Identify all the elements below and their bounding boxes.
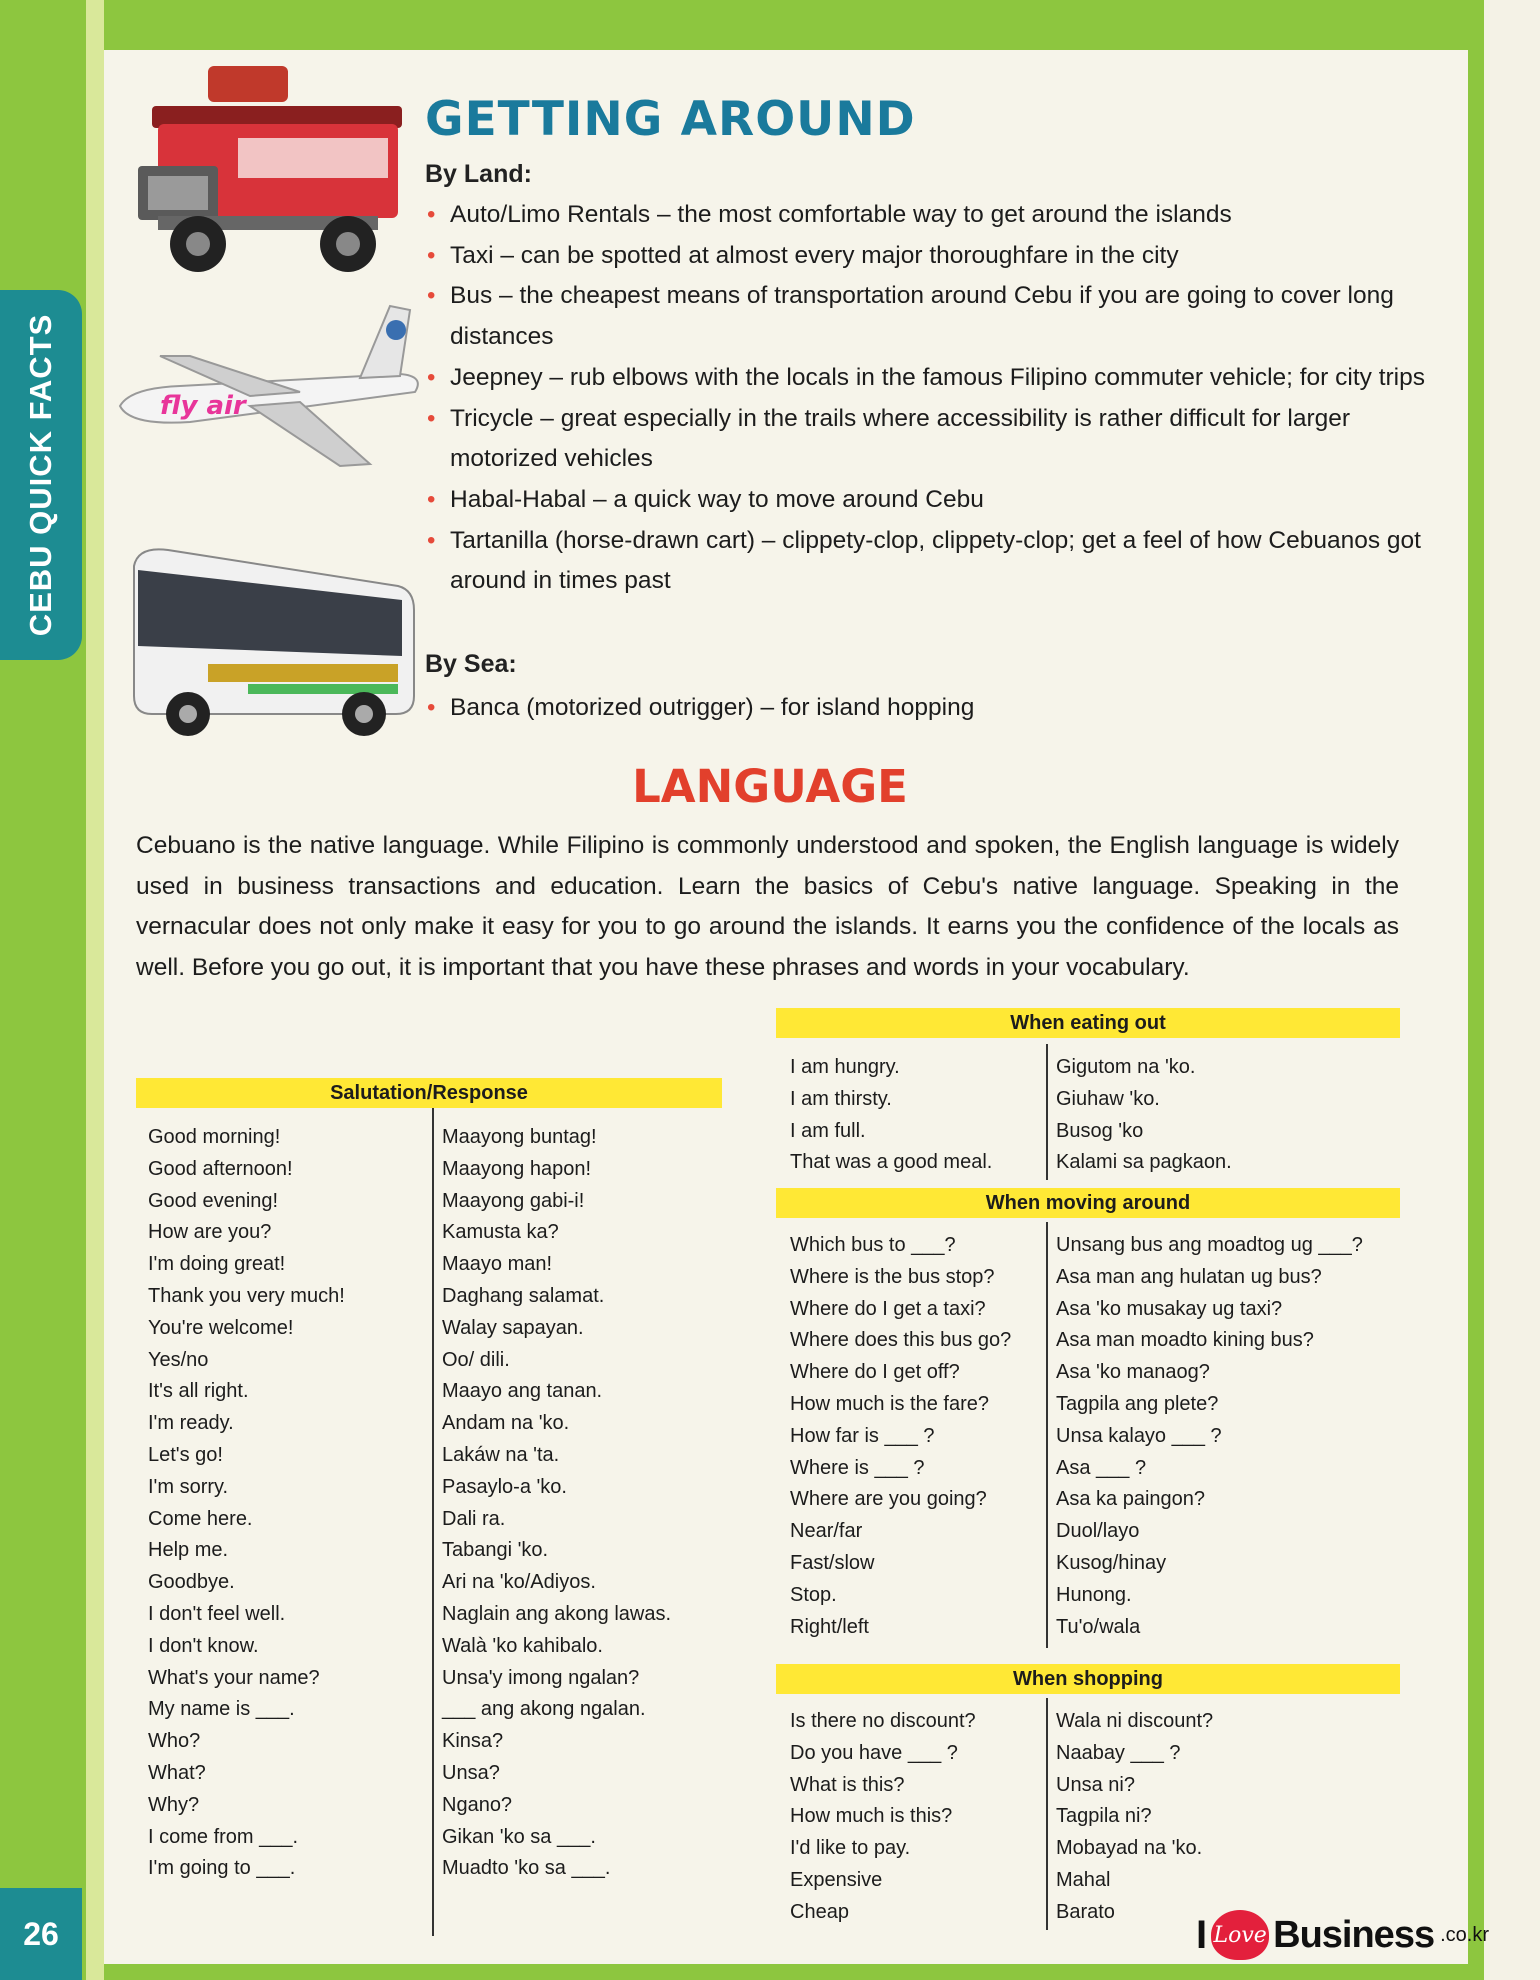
phrase-cebuano: Gikan 'ko sa ___. bbox=[442, 1825, 596, 1848]
phrase-cebuano: Ngano? bbox=[442, 1793, 513, 1816]
eating-header: When eating out bbox=[776, 1008, 1400, 1038]
phrase-cebuano: Naabay ___ ? bbox=[1056, 1741, 1181, 1764]
by-land-label: By Land: bbox=[425, 160, 532, 188]
phrase-english: What is this? bbox=[790, 1773, 905, 1796]
phrase-english: Where are you going? bbox=[790, 1488, 987, 1511]
phrase-cebuano: Naglain ang akong lawas. bbox=[442, 1602, 672, 1625]
shopping-cebuano-column bbox=[1056, 1706, 1213, 1929]
phrase-english: Where do I get a taxi? bbox=[790, 1297, 986, 1320]
moving-column-divider bbox=[1046, 1222, 1048, 1648]
list-item: • Taxi – can be spotted at almost every major thoroughfare in the city bbox=[425, 236, 1425, 277]
moving-english-column bbox=[790, 1230, 1011, 1643]
language-title: LANGUAGE bbox=[632, 760, 908, 813]
phrase-cebuano: Oo/ dili. bbox=[442, 1348, 510, 1371]
phrase-cebuano: Pasaylo-a 'ko. bbox=[442, 1475, 567, 1498]
getting-around-title: GETTING AROUND bbox=[425, 92, 916, 147]
phrase-cebuano: Duol/layo bbox=[1056, 1520, 1140, 1543]
phrase-english: Which bus to ___? bbox=[790, 1234, 956, 1256]
salutation-header: Salutation/Response bbox=[136, 1078, 722, 1108]
phrase-cebuano: Tagpila ni? bbox=[1056, 1805, 1152, 1828]
phrase-english: I don't feel well. bbox=[148, 1602, 286, 1625]
phrase-cebuano: Dali ra. bbox=[442, 1507, 506, 1530]
logo-domain: .co.kr bbox=[1440, 1923, 1489, 1946]
page-number: 26 bbox=[0, 1888, 82, 1980]
phrase-english: Goodbye. bbox=[148, 1571, 235, 1594]
phrase-english: What's your name? bbox=[148, 1666, 320, 1689]
phrase-cebuano: Maayong gabi-i! bbox=[442, 1189, 585, 1212]
phrase-cebuano: Kalami sa pagkaon. bbox=[1056, 1151, 1232, 1174]
phrase-cebuano: Barato bbox=[1056, 1900, 1115, 1923]
list-item: • Habal-Habal – a quick way to move around Cebu bbox=[425, 480, 1425, 521]
logo-heart-text: Love bbox=[1213, 1922, 1267, 1948]
frame-top-border bbox=[0, 0, 1484, 50]
phrase-english: Let's go! bbox=[148, 1443, 223, 1466]
eating-english-column bbox=[790, 1052, 992, 1179]
phrase-cebuano: Unsa'y imong ngalan? bbox=[442, 1666, 640, 1689]
frame-bottom-border bbox=[0, 1964, 1484, 1980]
phrase-english: I'm going to ___. bbox=[148, 1857, 296, 1880]
phrase-english: Good morning! bbox=[148, 1126, 281, 1148]
phrase-cebuano: Unsa kalayo ___ ? bbox=[1056, 1424, 1222, 1447]
eating-column-divider bbox=[1046, 1044, 1048, 1180]
phrase-cebuano: Unsa? bbox=[442, 1761, 500, 1784]
phrase-cebuano: Maayong buntag! bbox=[442, 1126, 597, 1148]
phrase-english: How far is ___ ? bbox=[790, 1424, 935, 1447]
phrase-english: I come from ___. bbox=[148, 1825, 299, 1848]
phrase-cebuano: Andam na 'ko. bbox=[442, 1412, 570, 1435]
salutation-column-divider bbox=[432, 1108, 434, 1936]
language-intro: Cebuano is the native language. While Filipino is commonly understood and spoken, the English language is widely used in business transactions and education. Learn the basics of Cebu's native language. Speaking in the vernacular does not only make it easy for you to go around the islands. It earns you the confidence of the locals as well. Before you go out, it is important that you have these phrases and words in your vocabulary. bbox=[136, 832, 1399, 981]
shopping-header: When shopping bbox=[776, 1664, 1400, 1694]
phrase-english: Thank you very much! bbox=[148, 1284, 345, 1307]
logo-word: Business bbox=[1273, 1913, 1435, 1956]
phrase-english: Near/far bbox=[790, 1520, 863, 1543]
phrase-cebuano: Unsa ni? bbox=[1056, 1773, 1135, 1796]
phrase-cebuano: Mahal bbox=[1056, 1868, 1111, 1891]
shopping-column-divider bbox=[1046, 1698, 1048, 1930]
phrase-english: Where is ___ ? bbox=[790, 1456, 925, 1479]
phrase-english: Come here. bbox=[148, 1507, 253, 1530]
phrase-english: Is there no discount? bbox=[790, 1710, 976, 1732]
phrase-cebuano: Asa 'ko manaog? bbox=[1056, 1361, 1210, 1384]
phrase-english: I'd like to pay. bbox=[790, 1837, 911, 1860]
phrase-english: I'm doing great! bbox=[148, 1253, 286, 1276]
phrase-english: Expensive bbox=[790, 1868, 883, 1891]
phrase-cebuano: Unsang bus ang moadtog ug ___? bbox=[1056, 1234, 1363, 1256]
phrase-cebuano: Asa ___ ? bbox=[1056, 1456, 1147, 1479]
phrase-english: You're welcome! bbox=[148, 1316, 294, 1339]
phrase-cebuano: Maayo ang tanan. bbox=[442, 1380, 603, 1403]
list-item: • Jeepney – rub elbows with the locals in the famous Filipino commuter vehicle; for city trips bbox=[425, 358, 1425, 399]
phrase-cebuano: Muadto 'ko sa ___. bbox=[442, 1857, 611, 1880]
phrase-english: How much is this? bbox=[790, 1805, 953, 1828]
salutation-cebuano-column bbox=[442, 1122, 671, 1885]
phrase-english: Good evening! bbox=[148, 1189, 279, 1212]
phrase-cebuano: Busog 'ko bbox=[1056, 1119, 1144, 1142]
side-tab-label: CEBU QUICK FACTS bbox=[23, 313, 58, 637]
logo-prefix: I bbox=[1196, 1912, 1208, 1957]
phrase-cebuano: Daghang salamat. bbox=[442, 1284, 605, 1307]
phrase-english: I am thirsty. bbox=[790, 1087, 892, 1110]
heart-icon bbox=[1211, 1910, 1269, 1960]
phrase-cebuano: ___ ang akong ngalan. bbox=[442, 1698, 646, 1721]
phrase-english: I'm sorry. bbox=[148, 1475, 229, 1498]
salutation-english-column bbox=[148, 1122, 345, 1885]
bus-illustration bbox=[128, 546, 418, 738]
phrase-english: That was a good meal. bbox=[790, 1151, 993, 1174]
phrase-cebuano: Asa man ang hulatan ug bus? bbox=[1056, 1265, 1322, 1288]
phrase-cebuano: Tagpila ang plete? bbox=[1056, 1392, 1219, 1415]
phrase-english: How are you? bbox=[148, 1221, 272, 1244]
phrase-english: Where is the bus stop? bbox=[790, 1265, 995, 1288]
list-item: • Tartanilla (horse-drawn cart) – clippety-clop, clippety-clop; get a feel of how Cebuanos got around in times past bbox=[425, 521, 1425, 602]
phrase-cebuano: Tabangi 'ko. bbox=[442, 1539, 549, 1562]
phrase-cebuano: Hunong. bbox=[1056, 1583, 1132, 1606]
phrase-cebuano: Kusog/hinay bbox=[1056, 1551, 1167, 1574]
phrase-english: Where does this bus go? bbox=[790, 1329, 1012, 1352]
phrase-english: I don't know. bbox=[148, 1634, 259, 1657]
phrase-cebuano: Wala ni discount? bbox=[1056, 1710, 1214, 1732]
phrase-english: Yes/no bbox=[148, 1348, 209, 1371]
airplane-illustration bbox=[100, 296, 430, 476]
phrase-cebuano: Kinsa? bbox=[442, 1730, 504, 1753]
phrase-english: It's all right. bbox=[148, 1380, 249, 1403]
moving-cebuano-column bbox=[1056, 1230, 1363, 1643]
phrase-cebuano: Asa ka paingon? bbox=[1056, 1488, 1206, 1511]
phrase-cebuano: Giuhaw 'ko. bbox=[1056, 1087, 1160, 1110]
phrase-english: Where do I get off? bbox=[790, 1361, 960, 1384]
phrase-cebuano: Maayo man! bbox=[442, 1253, 553, 1276]
phrase-cebuano: Mobayad na 'ko. bbox=[1056, 1837, 1203, 1860]
phrase-english: Why? bbox=[148, 1793, 200, 1816]
phrase-english: Right/left bbox=[790, 1615, 869, 1638]
sea-transport-list bbox=[425, 688, 1425, 729]
plane-livery-text: fly air bbox=[160, 391, 246, 421]
land-transport-list bbox=[425, 195, 1425, 602]
phrase-cebuano: Ari na 'ko/Adiyos. bbox=[442, 1571, 596, 1594]
phrase-english: What? bbox=[148, 1761, 206, 1784]
phrase-english: My name is ___. bbox=[148, 1698, 295, 1721]
phrase-english: I am hungry. bbox=[790, 1056, 900, 1078]
phrase-cebuano: Kamusta ka? bbox=[442, 1221, 559, 1244]
phrase-cebuano: Walà 'ko kahibalo. bbox=[442, 1634, 603, 1657]
frame-right-border bbox=[1468, 0, 1484, 1980]
by-sea-label: By Sea: bbox=[425, 650, 517, 678]
phrase-english: How much is the fare? bbox=[790, 1392, 989, 1415]
phrase-english: Help me. bbox=[148, 1539, 229, 1562]
phrase-cebuano: Asa man moadto kining bus? bbox=[1056, 1329, 1314, 1352]
phrase-english: Cheap bbox=[790, 1900, 849, 1923]
phrase-english: Who? bbox=[148, 1730, 201, 1753]
list-item: • Auto/Limo Rentals – the most comfortable way to get around the islands bbox=[425, 195, 1425, 236]
list-item: • Tricycle – great especially in the trails where accessibility is rather difficult for larger motorized vehicles bbox=[425, 399, 1425, 480]
list-item: • Banca (motorized outrigger) – for island hopping bbox=[425, 688, 1425, 729]
phrase-english: I'm ready. bbox=[148, 1412, 234, 1435]
jeepney-illustration bbox=[138, 66, 408, 286]
phrase-english: I am full. bbox=[790, 1119, 866, 1142]
phrase-english: Do you have ___ ? bbox=[790, 1741, 958, 1764]
phrase-cebuano: Asa 'ko musakay ug taxi? bbox=[1056, 1297, 1283, 1320]
phrase-english: Fast/slow bbox=[790, 1551, 875, 1574]
moving-header: When moving around bbox=[776, 1188, 1400, 1218]
phrase-english: Good afternoon! bbox=[148, 1157, 293, 1180]
list-item: • Bus – the cheapest means of transportation around Cebu if you are going to cover long distances bbox=[425, 276, 1425, 357]
eating-cebuano-column bbox=[1056, 1052, 1232, 1179]
phrase-cebuano: Lakáw na 'ta. bbox=[442, 1443, 560, 1466]
shopping-english-column bbox=[790, 1706, 976, 1929]
phrase-cebuano: Walay sapayan. bbox=[442, 1316, 584, 1339]
phrase-cebuano: Maayong hapon! bbox=[442, 1157, 592, 1180]
phrase-english: Stop. bbox=[790, 1583, 837, 1606]
phrase-cebuano: Tu'o/wala bbox=[1056, 1615, 1141, 1638]
phrase-cebuano: Gigutom na 'ko. bbox=[1056, 1056, 1196, 1078]
i-love-business-logo bbox=[1196, 1910, 1489, 1960]
